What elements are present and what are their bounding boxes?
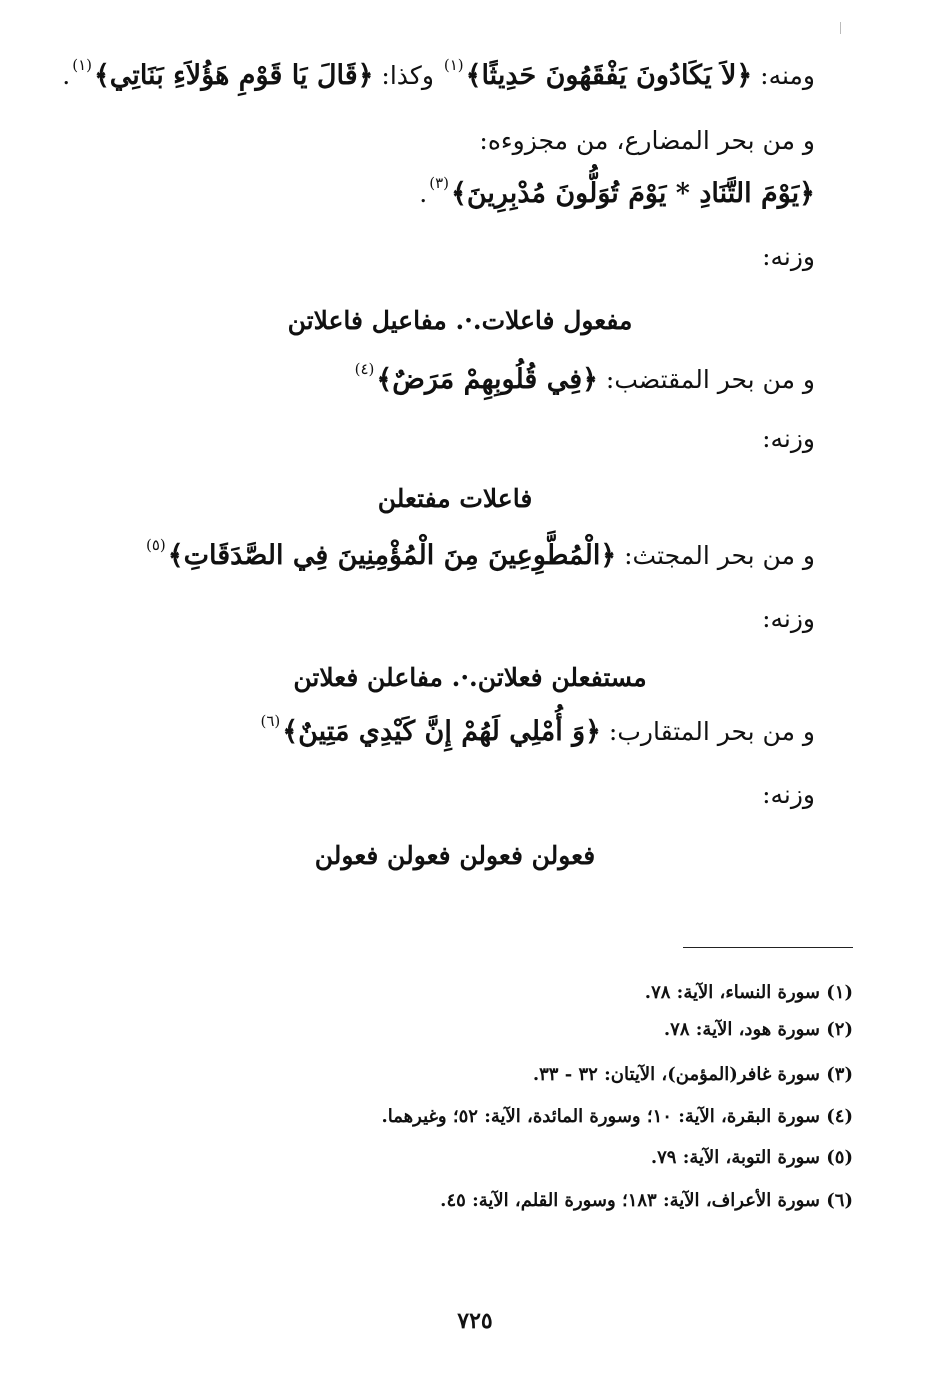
text-line-3 (419, 174, 815, 209)
footnote-ref: (٤) (354, 360, 375, 378)
text-line-1 (62, 56, 815, 91)
quran-verse: ﴿الْمُطَّوِعِينَ مِنَ الْمُؤْمِنِينَ فِي الصَّدَقَاتِ﴾ (167, 540, 617, 571)
weight-label: وزنه: (762, 242, 815, 271)
meter-pattern: فاعلات مفتعلن (377, 484, 533, 513)
footnote-6: (٦) سورة الأعراف، الآية: ١٨٣؛ وسورة القلم، الآية: ٤٥. (440, 1190, 853, 1211)
footnote-5: (٥) سورة التوبة، الآية: ٧٩. (650, 1147, 853, 1168)
meter-pattern: فعولن فعولن فعولن فعولن (314, 841, 596, 870)
section-heading: و من بحر المضارع، من مجزوءه: (479, 126, 815, 155)
weight-label: وزنه: (762, 424, 815, 453)
text-line-7 (762, 426, 815, 451)
footnote-ref: (١) (443, 56, 464, 74)
weight-label: وزنه: (762, 780, 815, 809)
quran-verse: ﴿قَالَ يَا قَوْمِ هَؤُلاَءِ بَنَاتِي﴾ (93, 60, 374, 91)
quran-verse: ﴿وَ أُمْلِي لَهُمْ إِنَّ كَيْدِي مَتِينٌ﴾ (282, 716, 601, 747)
footnote-2: (٢) سورة هود، الآية: ٧٨. (663, 1019, 853, 1040)
text-line-13 (762, 782, 815, 807)
line-end: . (62, 61, 71, 90)
quran-verse: ﴿فِي قُلُوبِهِمْ مَرَضٌ﴾ (376, 364, 598, 395)
margin-mark (840, 22, 841, 34)
line-prefix: و من بحر المقتضب: (597, 365, 815, 394)
meter-line-4 (0, 843, 950, 868)
text-line-10 (762, 606, 815, 631)
footnote-separator (683, 947, 853, 948)
footnote-1: (١) سورة النساء، الآية: ٧٨. (644, 982, 853, 1003)
footnote-3: (٣) سورة غافر(المؤمن)، الآيتان: ٣٢ - ٣٣. (532, 1064, 853, 1085)
meter-pattern: مفعول فاعلات.·. مفاعيل فاعلاتن (287, 306, 633, 335)
meter-line-2 (0, 486, 950, 511)
line-prefix: و من بحر المجتث: (616, 541, 815, 570)
text-line-2 (479, 128, 815, 153)
page-number: ٧٢٥ (457, 1308, 493, 1334)
line-prefix: و من بحر المتقارب: (600, 717, 815, 746)
footnote-ref: (٥) (146, 536, 166, 554)
meter-pattern: مستفعلن فعلاتن.·. مفاعلن فعلاتن (293, 663, 647, 692)
line-middle: وكذا: (373, 61, 442, 90)
text-line-6 (353, 360, 815, 395)
meter-line-3 (0, 665, 950, 690)
weight-label: وزنه: (762, 604, 815, 633)
text-line-9 (144, 536, 815, 571)
quran-verse: ﴿لاَ يَكَادُونَ يَفْقَهُونَ حَدِيثًا﴾ (465, 60, 753, 91)
meter-line-1 (0, 308, 950, 333)
footnote-ref: (١) (72, 56, 92, 74)
footnote-4: (٤) سورة البقرة، الآية: ١٠؛ وسورة المائدة، الآية: ٥٢؛ وغيرهما. (381, 1106, 853, 1127)
text-line-4 (762, 244, 815, 269)
line-prefix: ومنه: (752, 61, 815, 90)
quran-verse: ﴿يَوْمَ التَّنَادِ * يَوْمَ تُوَلُّونَ مُدْبِرِينَ﴾ (451, 178, 815, 209)
footnote-ref: (٦) (260, 712, 281, 730)
line-end: . (419, 179, 428, 208)
text-line-12 (259, 712, 816, 747)
footnote-ref: (٣) (429, 174, 450, 192)
